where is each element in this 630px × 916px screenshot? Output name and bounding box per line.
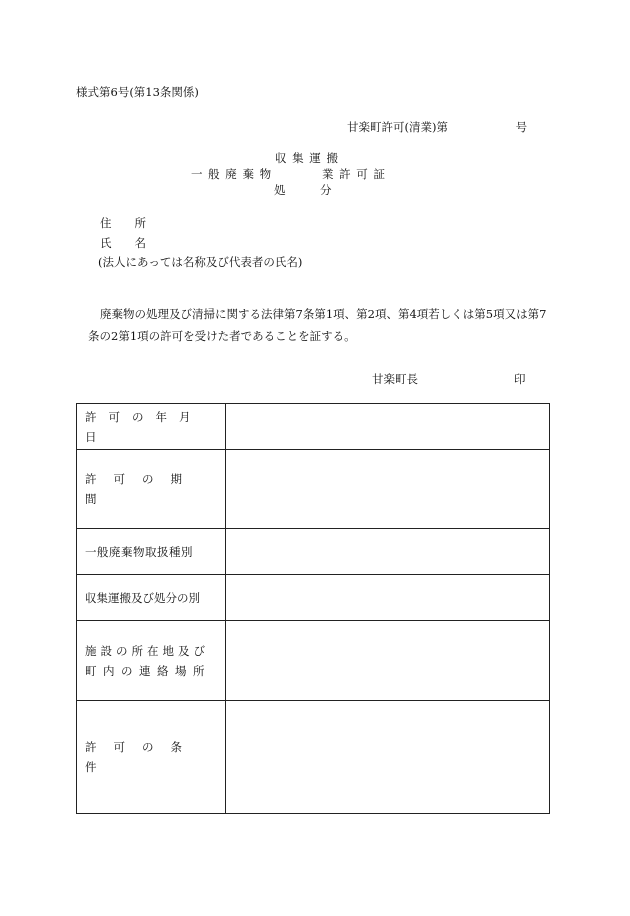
row-value-permit-date bbox=[226, 404, 550, 450]
row-label-permit-period: 許可の期間 bbox=[77, 450, 226, 529]
row-label-facility-line2: 町内の連絡場所 bbox=[85, 663, 211, 678]
address-label: 住 所 bbox=[100, 216, 146, 230]
title-permit-certificate: 業 許 可 証 bbox=[322, 167, 386, 181]
row-label-waste-category: 一般廃棄物取扱種別 bbox=[77, 529, 226, 575]
name-label: 氏 名 bbox=[100, 236, 146, 250]
row-value-permit-period bbox=[226, 450, 550, 529]
certification-text: 廃棄物の処理及び清掃に関する法律第7条第1項、第2項、第4項若しくは第5項又は第7条の2第1項の許可を受けた者であることを証する。 bbox=[88, 307, 547, 343]
row-value-waste-category bbox=[226, 529, 550, 575]
corporate-note: (法人にあっては名称及び代表者の氏名) bbox=[98, 255, 303, 269]
permit-table bbox=[76, 403, 550, 814]
row-value-facility-location bbox=[226, 621, 550, 701]
form-number: 様式第6号(第13条関係) bbox=[76, 85, 199, 99]
table-row bbox=[77, 621, 550, 701]
title-collect-transport: 収 集 運 搬 bbox=[275, 151, 339, 165]
table-row bbox=[77, 701, 550, 814]
permit-number-prefix: 甘楽町許可(清業)第 bbox=[347, 120, 448, 134]
permit-number-suffix: 号 bbox=[515, 120, 528, 134]
title-waste-type: 一 般 廃 棄 物 bbox=[191, 167, 273, 181]
table-row bbox=[77, 450, 550, 529]
row-label-facility-location bbox=[77, 621, 226, 701]
permit-number bbox=[347, 119, 527, 135]
row-label-facility-line1: 施設の所在地及び bbox=[85, 643, 209, 658]
issuer-name: 甘楽町長 bbox=[372, 372, 418, 386]
table-row bbox=[77, 404, 550, 450]
title-disposal: 処 分 bbox=[274, 183, 332, 197]
row-value-transport-disposal bbox=[226, 575, 550, 621]
row-label-permit-conditions: 許可の条件 bbox=[77, 701, 226, 814]
seal-mark: 印 bbox=[514, 372, 526, 386]
table-row bbox=[77, 575, 550, 621]
table-row bbox=[77, 529, 550, 575]
row-label-transport-disposal: 収集運搬及び処分の別 bbox=[77, 575, 226, 621]
row-label-permit-date: 許可の年月日 bbox=[77, 404, 226, 450]
row-value-permit-conditions bbox=[226, 701, 550, 814]
